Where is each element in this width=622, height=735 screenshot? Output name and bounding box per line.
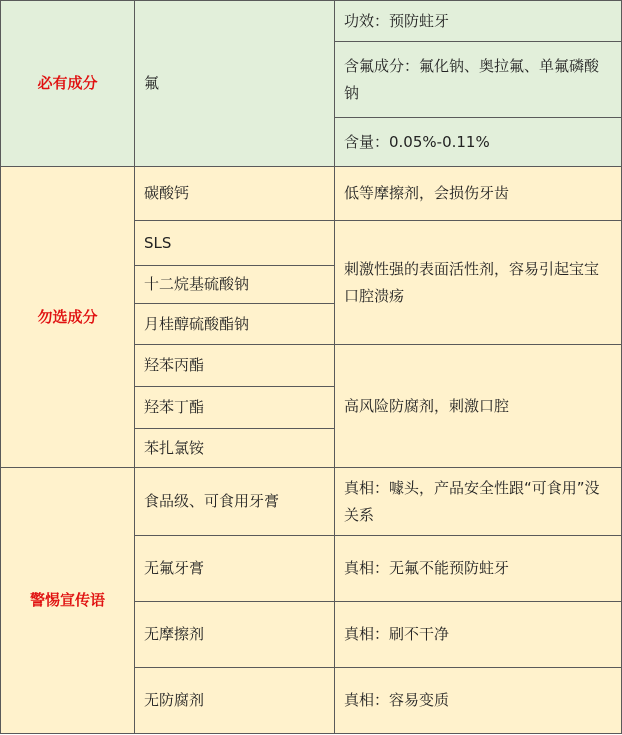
claim-cell: 无摩擦剂 xyxy=(135,602,335,668)
ingredient-cell: 月桂醇硫酸酯钠 xyxy=(135,304,335,345)
truth-cell: 真相：噱头，产品安全性跟“可食用”没关系 xyxy=(335,468,622,536)
note-cell: 刺激性强的表面活性剂，容易引起宝宝口腔溃疡 xyxy=(335,221,622,345)
truth-cell: 真相：刷不干净 xyxy=(335,602,622,668)
claim-cell: 无防腐剂 xyxy=(135,668,335,734)
note-cell: 低等摩擦剂，会损伤牙齿 xyxy=(335,167,622,221)
detail-cell: 含量：0.05%-0.11% xyxy=(335,118,622,167)
table-row xyxy=(1,468,622,536)
detail-cell: 功效：预防蛀牙 xyxy=(335,1,622,42)
category-cell-required: 必有成分 xyxy=(1,1,135,167)
claim-cell: 无氟牙膏 xyxy=(135,536,335,602)
ingredient-cell: 苯扎氯铵 xyxy=(135,429,335,468)
ingredient-cell: 氟 xyxy=(135,1,335,167)
ingredient-cell: 羟苯丙酯 xyxy=(135,345,335,387)
truth-cell: 真相：无氟不能预防蛀牙 xyxy=(335,536,622,602)
ingredient-cell: 羟苯丁酯 xyxy=(135,387,335,429)
detail-cell: 含氟成分：氟化钠、奥拉氟、单氟磷酸钠 xyxy=(335,42,622,118)
table-row xyxy=(1,1,622,42)
truth-cell: 真相：容易变质 xyxy=(335,668,622,734)
ingredient-cell: SLS xyxy=(135,221,335,266)
category-cell-avoid: 勿选成分 xyxy=(1,167,135,468)
note-cell: 高风险防腐剂，刺激口腔 xyxy=(335,345,622,468)
category-cell-claims: 警惕宣传语 xyxy=(1,468,135,734)
ingredient-cell: 碳酸钙 xyxy=(135,167,335,221)
table-row xyxy=(1,167,622,221)
ingredient-cell: 十二烷基硫酸钠 xyxy=(135,266,335,304)
claim-cell: 食品级、可食用牙膏 xyxy=(135,468,335,536)
